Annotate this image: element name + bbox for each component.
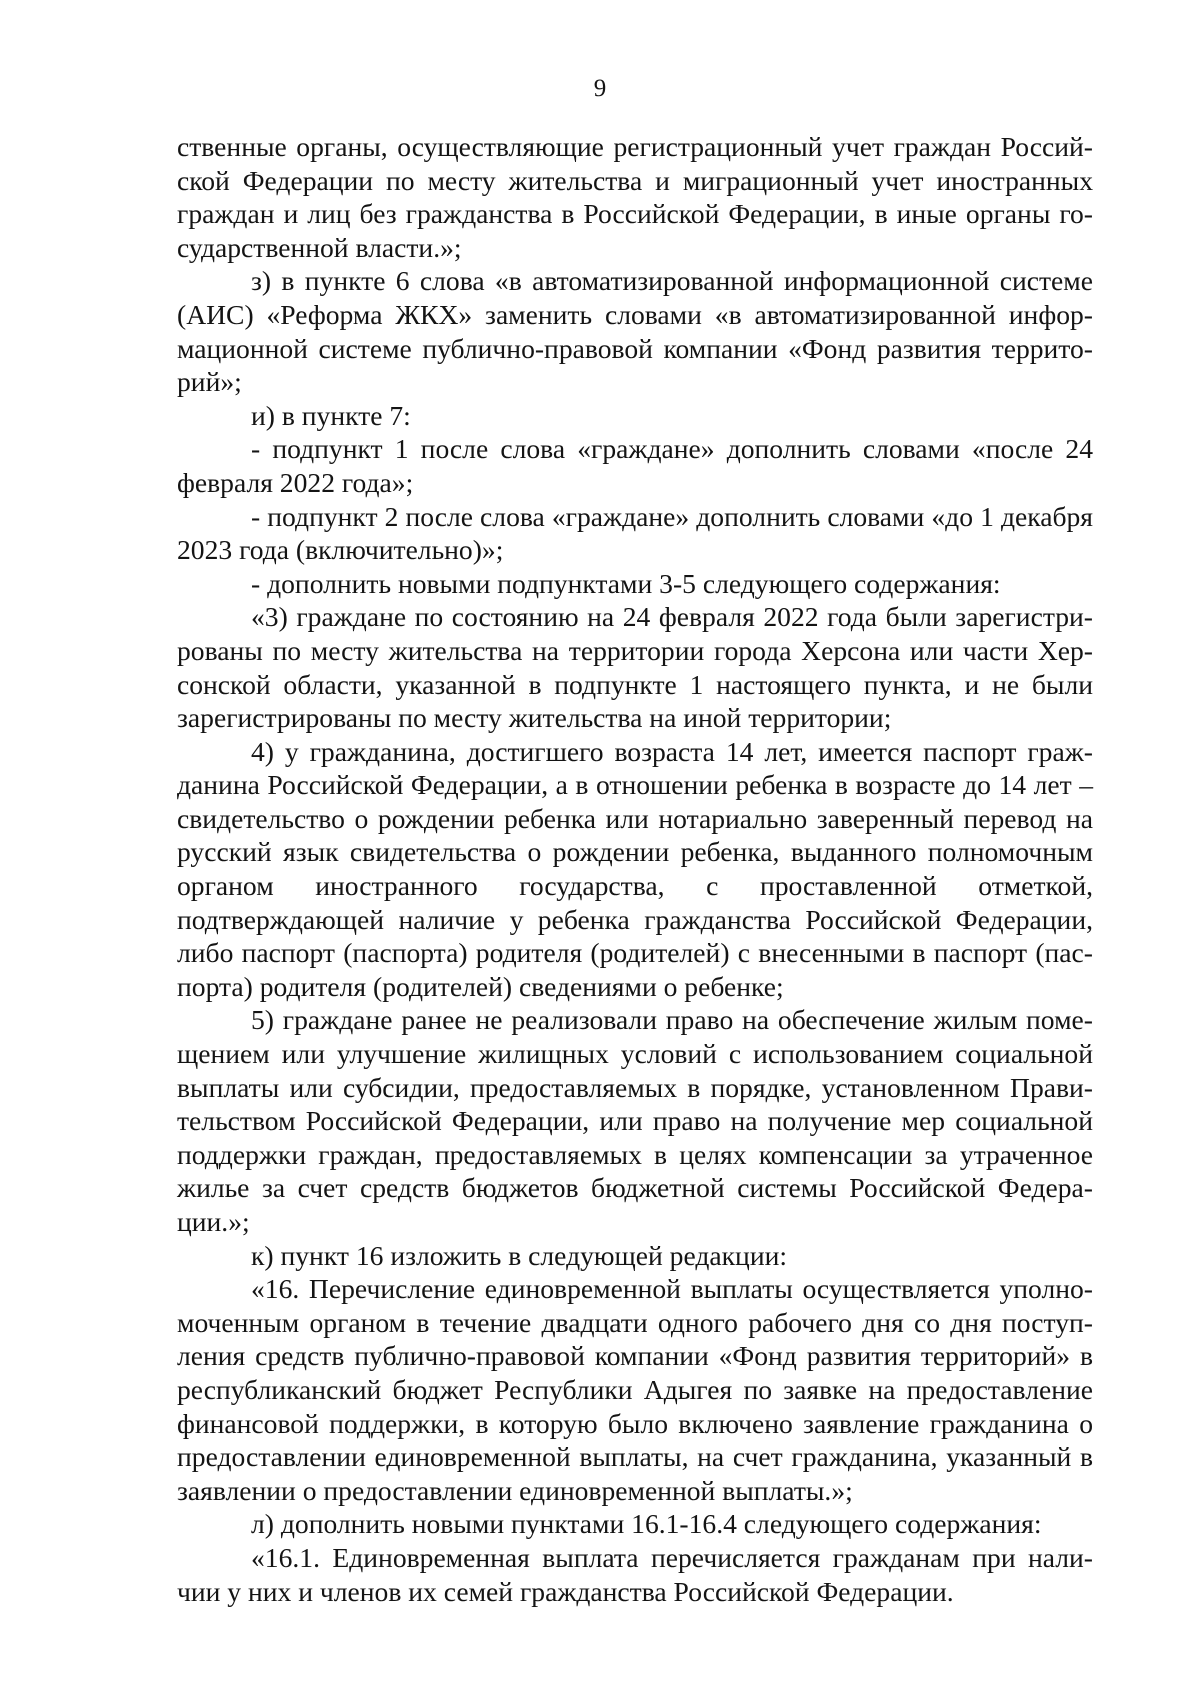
page-number: 9	[593, 75, 607, 102]
paragraph-item-z: з) в пункте 6 слова «в автоматизированной информационной системе (АИС) «Реформа ЖКХ» заменить словами «в автоматизированной информационной системе публично-правовой компании «Фонд развития территорий»;	[177, 265, 1093, 398]
document-body	[177, 130, 1093, 1608]
paragraph-continuation: ственные органы, осуществляющие регистрационный учет граждан Российской Федерации по месту жительства и миграционный учет иностранных граждан и лиц без гражданства в Российской Федерации, в иные органы государственной власти.»;	[177, 131, 1093, 263]
paragraph-point-5: 5) граждане ранее не реализовали право на обеспечение жилым помещением или улучшение жилищных условий с использованием социальной выплаты или субсидии, предоставляемых в порядке, установленном Правительством Российской Федерации, или право на получение мер социальной поддержки граждан, предоставляемых в целях компенсации за утраченное жилье за счет средств бюджетов бюджетной системы Российской Федерации.»;	[177, 1004, 1093, 1237]
paragraph-point-3: «3) граждане по состоянию на 24 февраля 2022 года были зарегистрированы по месту жительства на территории города Херсона или части Херсонской области, указанной в подпункте 1 настоящего пункта, и не были зарегистрированы по месту жительства на иной территории;	[177, 601, 1093, 734]
paragraph-item-i: и) в пункте 7:	[251, 399, 411, 431]
paragraph-item-k: к) пункт 16 изложить в следующей редакции:	[251, 1239, 788, 1271]
paragraph-item-l: л) дополнить новыми пунктами 16.1-16.4 следующего содержания:	[251, 1508, 1042, 1540]
paragraph-point-16-1: «16.1. Единовременная выплата перечисляется гражданам при наличии у них и членов их семей гражданства Российской Федерации.	[177, 1541, 1093, 1607]
paragraph-subitem-1: - подпункт 1 после слова «граждане» дополнить словами «после 24 февраля 2022 года»;	[177, 433, 1093, 498]
paragraph-point-16: «16. Перечисление единовременной выплаты осуществляется уполномоченным органом в течение двадцати одного рабочего дня со дня поступления средств публично-правовой компании «Фонд развития территорий» в республиканский бюджет Республики Адыгея по заявке на предоставление финансовой поддержки, в которую было включено заявление гражданина о предоставлении единовременной выплаты, на счет гражданина, указанный в заявлении о предоставлении единовременной выплаты.»;	[177, 1273, 1093, 1506]
paragraph-subitem-add: - дополнить новыми подпунктами 3-5 следующего содержания:	[251, 567, 1001, 599]
paragraph-subitem-2: - подпункт 2 после слова «граждане» дополнить словами «до 1 декабря 2023 года (включительно)»;	[177, 500, 1093, 566]
paragraph-point-4: 4) у гражданина, достигшего возраста 14 лет, имеется паспорт гражданина Российской Федерации, а в отношении ребенка в возрасте до 14 лет – свидетельство о рождении ребенка или нотариально заверенный перевод на русский язык свидетельства о рождении ребенка, выданного полномочным органом иностранного государства, с проставленной отметкой, подтверждающей наличие у ребенка гражданства Российской Федерации, либо паспорт (паспорта) родителя (родителей) с внесенными в паспорт (паспорта) родителя (родителей) сведениями о ребенке;	[177, 735, 1093, 1002]
